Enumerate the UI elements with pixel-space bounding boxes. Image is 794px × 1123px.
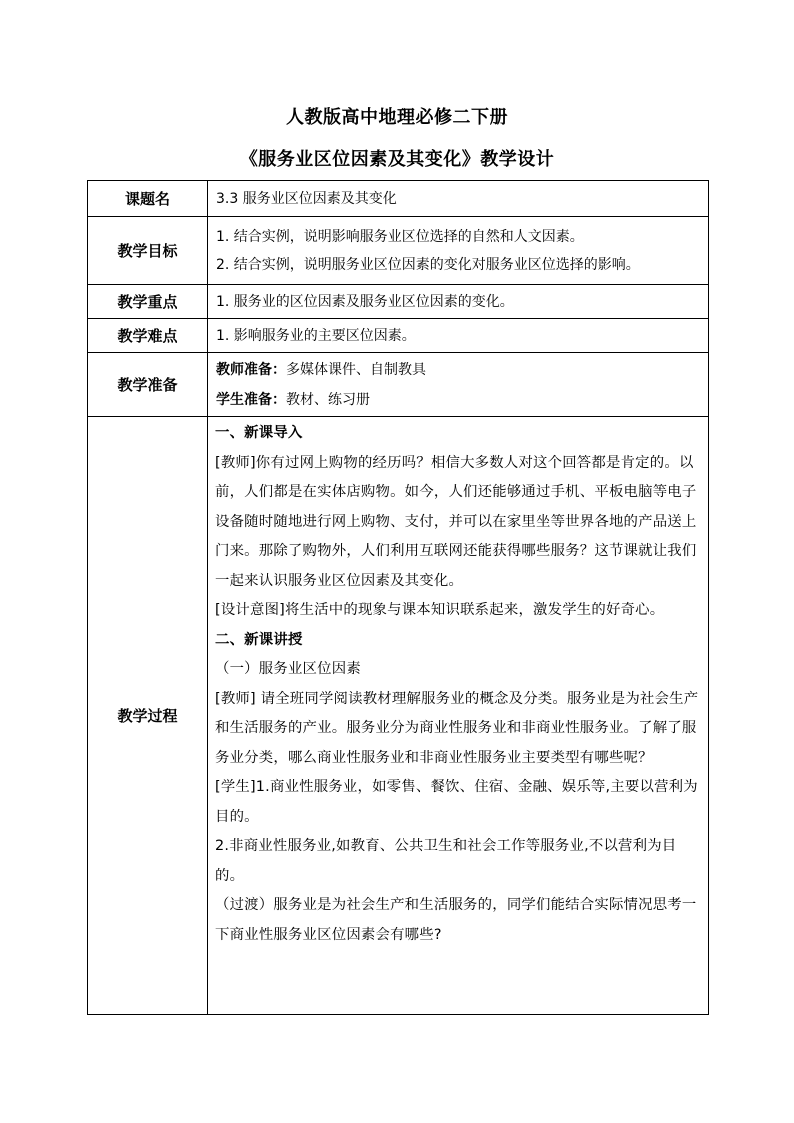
value-key-points: 1. 服务业的区位因素及服务业区位因素的变化。 (208, 285, 709, 319)
section-heading: 二、新课讲授 (215, 631, 303, 648)
paragraph: [教师]你有过网上购物的经历吗？相信大多数人对这个回答都是肯定的。以前，人们都是在实体店购物。如今，人们还能够通过手机、平板电脑等电子设备随时随地进行网上购物、支付，并可以在家里坐等世界各地的产品送上门来。那除了购物外，人们利用互联网还能获得哪些服务？这节课就让我们一起来认识服务业区位因素及其变化。 (215, 454, 697, 589)
table-row-process (88, 417, 709, 1015)
paragraph: （过渡）服务业是为社会生产和生活服务的，同学们能结合实际情况思考一下商业性服务业区位因素会有哪些? (215, 897, 697, 943)
value-process (208, 417, 709, 1015)
table-row-topic (88, 181, 709, 217)
label-key-points: 教学重点 (88, 285, 208, 319)
paragraph: 2.非商业性服务业,如教育、公共卫生和社会工作等服务业,不以营利为目的。 (215, 838, 677, 884)
teacher-prep-label: 教师准备： (216, 361, 286, 378)
paragraph: [设计意图]将生活中的现象与课本知识联系起来，激发学生的好奇心。 (215, 602, 665, 618)
value-preparation (208, 353, 709, 417)
table-row-goals (88, 217, 709, 285)
value-topic: 3.3 服务业区位因素及其变化 (208, 181, 709, 217)
paragraph: [学生]1.商业性服务业，如零售、餐饮、住宿、金融、娱乐等,主要以营利为目的。 (215, 779, 698, 825)
table-row-difficulties (88, 319, 709, 353)
label-process: 教学过程 (88, 417, 208, 1015)
student-prep-value: 教材、练习册 (286, 391, 370, 408)
table-row-preparation (88, 353, 709, 417)
label-topic: 课题名 (88, 181, 208, 217)
label-preparation: 教学准备 (88, 353, 208, 417)
goal-item: 2. 结合实例，说明服务业区位因素的变化对服务业区位选择的影响。 (216, 256, 640, 273)
goal-item: 1. 结合实例，说明影响服务业区位选择的自然和人文因素。 (216, 228, 584, 245)
label-difficulties: 教学难点 (88, 319, 208, 353)
student-prep-label: 学生准备： (216, 391, 286, 408)
value-goals (208, 217, 709, 285)
teacher-prep-value: 多媒体课件、自制教具 (286, 361, 426, 378)
value-difficulties: 1. 影响服务业的主要区位因素。 (208, 319, 709, 353)
section-heading: 一、新课导入 (215, 425, 303, 441)
document-subtitle: 《服务业区位因素及其变化》教学设计 (239, 149, 555, 170)
subsection-heading: （一）服务业区位因素 (215, 661, 361, 677)
table-row-key-points (88, 285, 709, 319)
paragraph: [教师] 请全班同学阅读教材理解服务业的概念及分类。服务业是为社会生产和生活服务的产业。服务业分为商业性服务业和非商业性服务业。了解了服务业分类，哪么商业性服务业和非商业性服务业主要类型有哪些呢？ (215, 690, 699, 766)
document-title: 人教版高中地理必修二下册 (286, 107, 508, 128)
lesson-plan-table (87, 180, 709, 1015)
label-goals: 教学目标 (88, 217, 208, 285)
